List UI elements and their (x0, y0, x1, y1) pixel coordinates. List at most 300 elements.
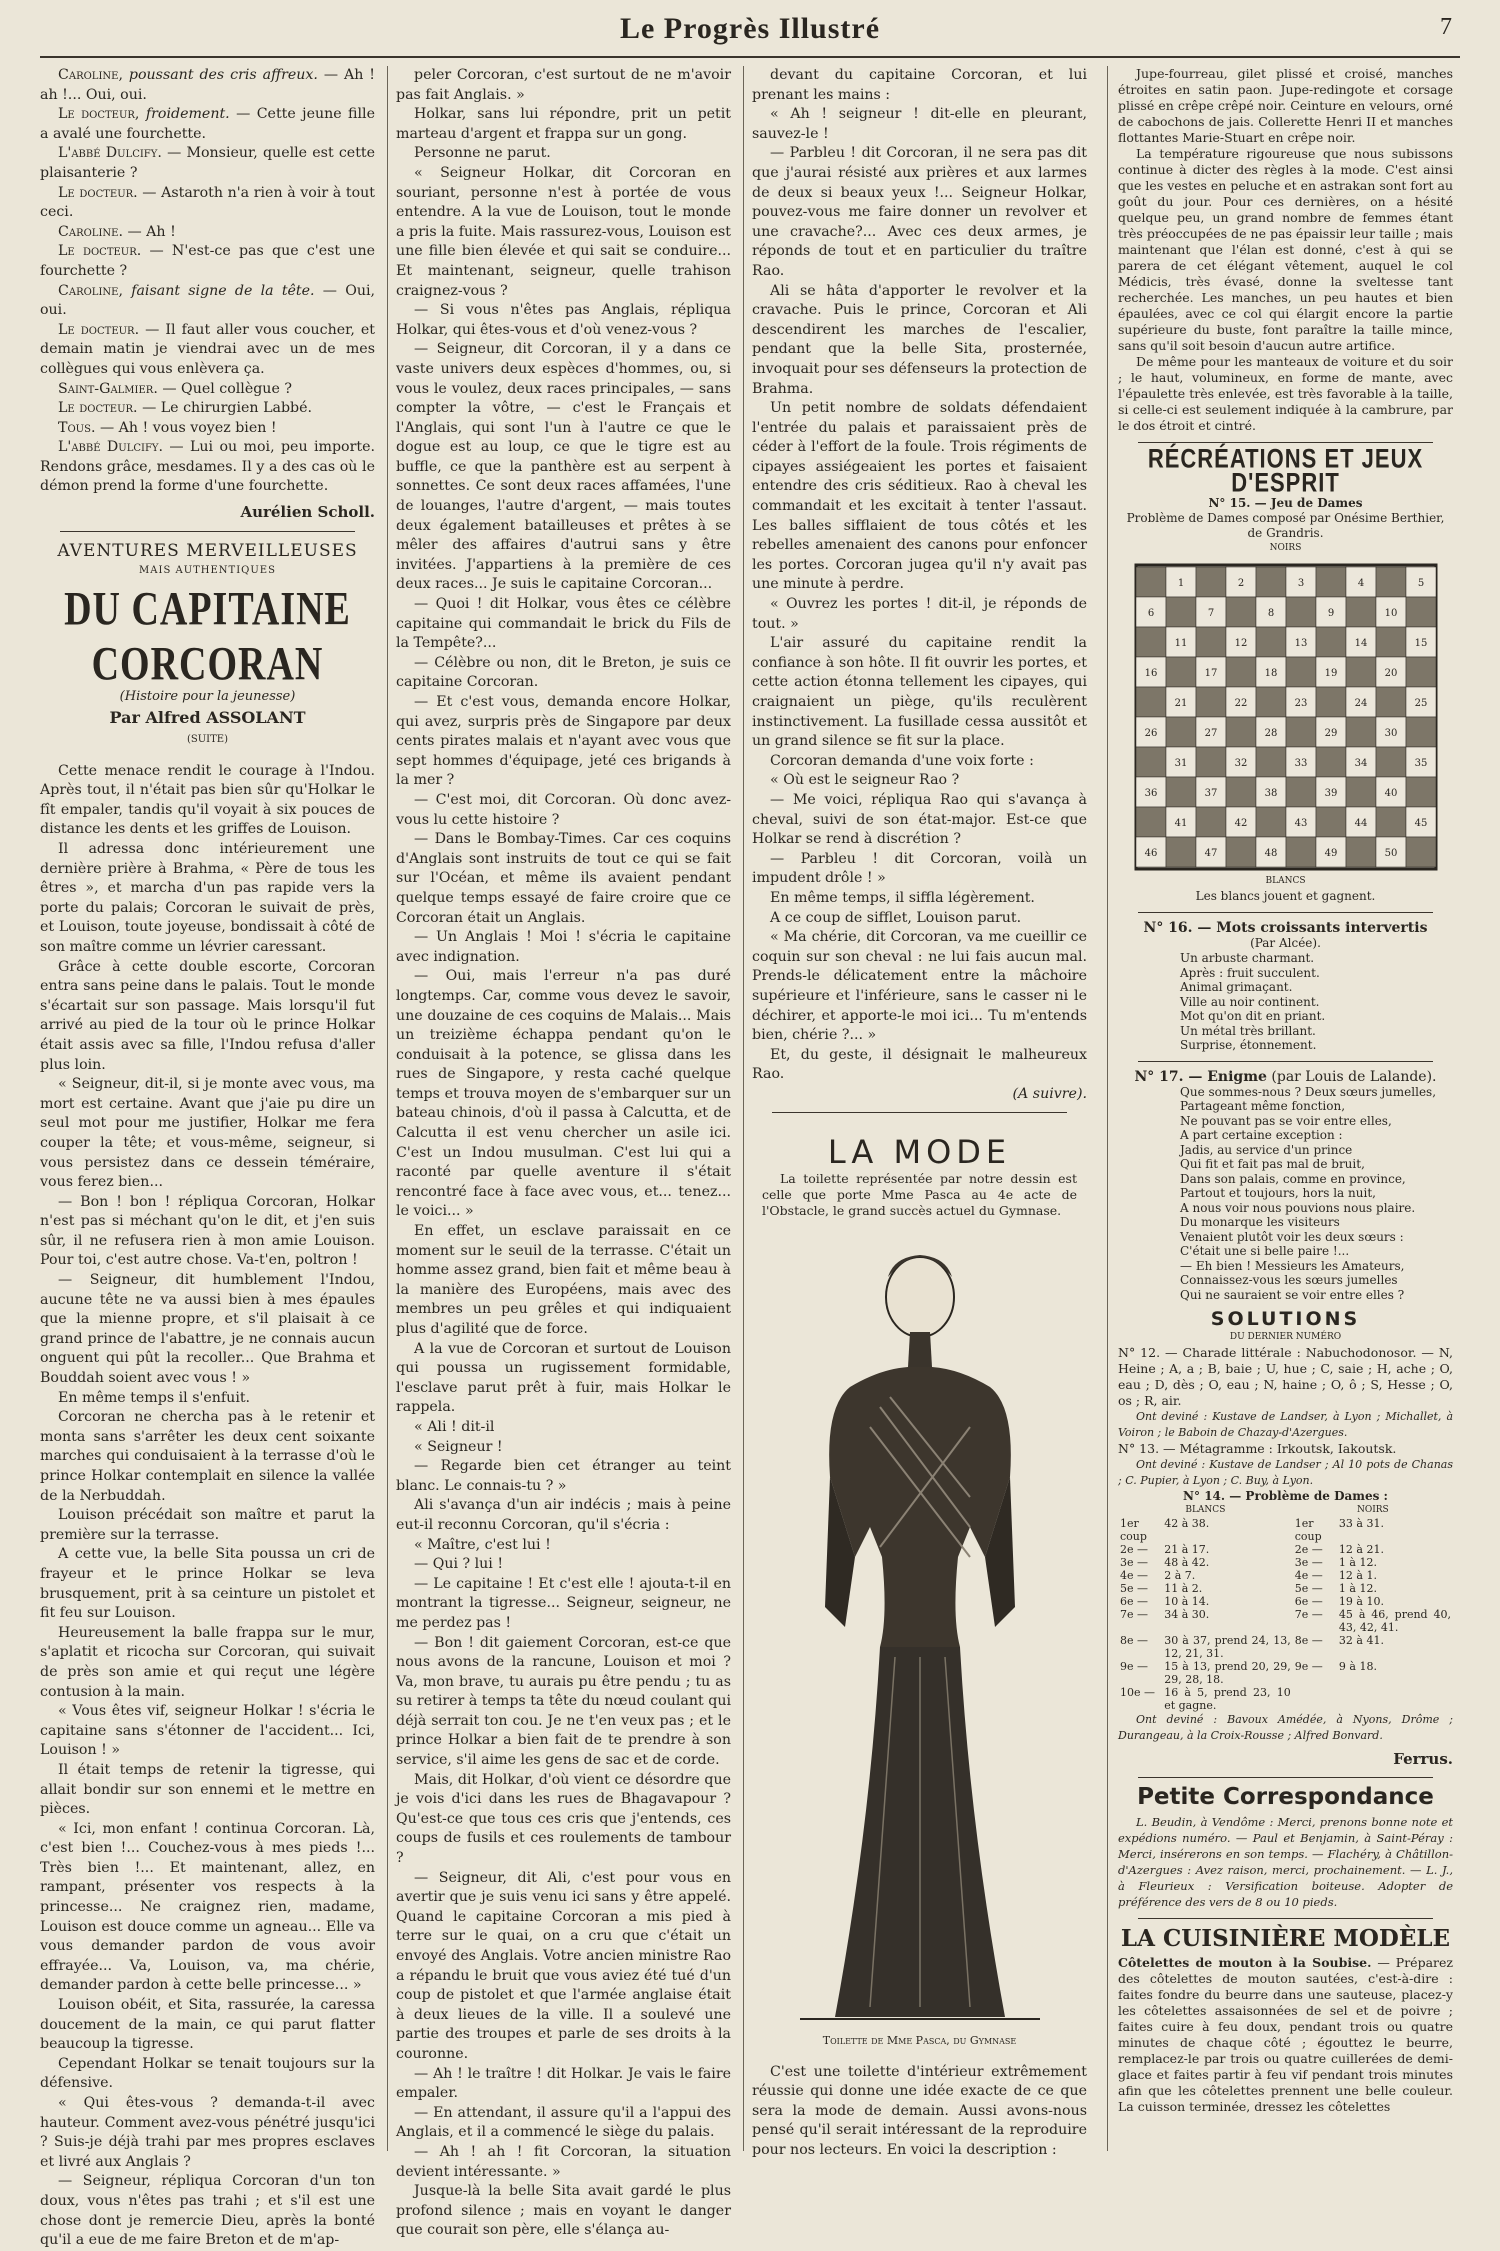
square-number: 47 (1204, 848, 1217, 860)
paragraph: L'air assuré du capitaine rendit la confiance à son hôte. Il fit ouvrir les portes, et cette action étonna tellement les cipayes, qui craignaient un piège, qu'ils reculèrent instinctivement. La fusillade cessa aussitôt et un grand silence se fit sur la place. (752, 635, 1087, 750)
dialogue-line (40, 399, 375, 419)
masthead (40, 8, 1460, 58)
square-number: 27 (1204, 728, 1217, 740)
square-number: 50 (1384, 848, 1397, 860)
dialogue-line (40, 184, 375, 223)
board-square (1376, 807, 1406, 837)
fashion-caption: Toilette de Mme Pasca, du Gymnase (822, 2034, 1017, 2048)
serial-note: (Histoire pour la jeunesse) (119, 688, 296, 704)
paragraph: Heureusement la balle frappa sur le mur, s'aplatit et ricocha sur Corcoran, qui suivait de près son amie et qui reçut une légère contusion à la main. (40, 1624, 375, 1700)
fashion-title: LA MODE (827, 1133, 1012, 1172)
dialogue-line (40, 380, 375, 400)
move-cell: 9 à 18. (1338, 1659, 1377, 1673)
square-number: 21 (1174, 698, 1187, 710)
solution-12-guessers: Ont deviné : Kustave de Landser, à Lyon ; Michallet, à Voiron ; le Baboin de Chazay-d'Azergues. (1118, 1409, 1453, 1439)
board-square (1256, 747, 1286, 777)
paragraph: Jupe-fourreau, gilet plissé et croisé, manches étroites en satin paon. Jupe-redingote et corsage plissé en crêpe crêpé noir. Ceinture en velours, orné de cabochons de jais. Collerette Henri II et manches flottantes Marie-Stuart en crêpe noir. (1118, 66, 1453, 145)
verse-line: Partageant même fonction, (1180, 1099, 1346, 1114)
fashion-intro: La toilette représentée par notre dessin est celle que porte Mme Pasca au 4e acte de l'Obstacle, le grand succès actuel du Gymnase. (762, 1171, 1077, 1219)
square-number: 26 (1144, 728, 1157, 740)
speaker: L'abbé Dulcify. (58, 439, 164, 456)
verse-line: Partout et toujours, hors la nuit, (1180, 1186, 1376, 1201)
square-number: 48 (1264, 848, 1277, 860)
verse-line: Ne pouvant pas se voir entre elles, (1180, 1113, 1392, 1128)
square-number: 1 (1177, 578, 1184, 590)
square-number: 44 (1354, 818, 1367, 830)
dialogue-text: — Le chirurgien Labbé. (142, 400, 313, 417)
divider (772, 1112, 1067, 1113)
speaker: Le docteur. (58, 400, 138, 417)
move-cell: 3e — (1294, 1555, 1323, 1569)
move-cell: 15 à 13, prend 20, 29, 29, 28, 18. (1164, 1659, 1291, 1686)
board-square (1256, 687, 1286, 717)
paragraph: Grâce à cette double escorte, Corcoran entra sans peine dans le palais. Tout le monde s'écartait sur son passage. Mais lorsqu'il fut arrivé au pied de la tour où le prince Holkar était assis avec sa fille, l'Indou refusa d'aller plus loin. (40, 958, 375, 1073)
square-number: 13 (1294, 638, 1307, 650)
paragraph: « Ah ! seigneur ! dit-elle en pleurant, sauvez-le ! (752, 106, 1087, 142)
paragraph: — Bon ! bon ! répliqua Corcoran, Holkar n'est pas si méchant qu'on le dit, et j'en suis sûr, il ne refusera rien à mon amie Louison. Pour toi, c'est autre chose. Va-t'en, poltron ! (40, 1193, 375, 1269)
square-number: 31 (1174, 758, 1187, 770)
move-cell: 48 à 42. (1164, 1555, 1210, 1569)
dialogue-text: — Ah ! (127, 223, 176, 240)
square-number: 29 (1324, 728, 1337, 740)
stage-direction: faisant signe de la tête. (131, 282, 315, 299)
move-cell: 5e — (1120, 1581, 1149, 1595)
column-2 (396, 66, 731, 2239)
paragraph: Jusque-là la belle Sita avait gardé le plus profond silence ; mais en voyant le danger que courait son père, elle s'élança au- (396, 2183, 731, 2239)
dialogue-text: — Ah ! ah !... Oui, oui. (40, 67, 376, 103)
paragraph: — Oui, mais l'erreur n'a pas duré longtemps. Car, comme vous devez le savoir, une douzaine de ces coquins de Malais... Mais un treizième échappa pendant qu'on le conduisait à la potence, se glissa dans les rues de Singapore, y resta caché quelque temps et trouva moyen de s'embarquer sur un bateau chinois, d'où il passa à Calcutta, et de Calcutta il est venu chercher un asile ici. C'est un Indou musulman. C'est lui qui a raconté par quelle aventure il s'était rencontré face à face avec vous, et... tenez... le voici... » (396, 968, 731, 1220)
board-square (1196, 747, 1226, 777)
board-square (1346, 717, 1376, 747)
verse-line: Connaissez-vous les sœurs jumelles (1180, 1273, 1398, 1288)
square-number: 12 (1234, 638, 1247, 650)
board-square (1226, 777, 1256, 807)
board-square (1376, 627, 1406, 657)
board-square (1166, 837, 1196, 867)
square-number: 46 (1144, 848, 1157, 860)
problem-15-heading: N° 15. — Jeu de Dames (1208, 496, 1363, 511)
paragraph: Un petit nombre de soldats défendaient l'entrée du palais et paraissaient près de céder à l'effort de la foule. Trois régiments de cipayes assiégeaient les portes et faisaient entendre des cris séditieux. Rao à cheval les commandait et les excitait à tenter l'assaut. Les balles sifflaient de tous côtés et les rebelles amenaient des canons pour enfoncer les portes. Corcoran jugea qu'il n'y avait pas une minute à perdre. (752, 400, 1087, 593)
paragraph: — C'est moi, dit Corcoran. Où donc avez-vous lu cette histoire ? (396, 791, 731, 828)
move-cell: 12 à 1. (1338, 1568, 1377, 1582)
verse-line: Qui fit et fait pas mal de bruit, (1180, 1157, 1365, 1172)
stage-direction: froidement. (145, 106, 230, 123)
divider (1138, 1777, 1433, 1778)
dialogue-line (40, 105, 375, 144)
move-cell: 9e — (1120, 1659, 1149, 1673)
square-number: 33 (1294, 758, 1307, 770)
to-be-continued: (A suivre). (1012, 1085, 1087, 1102)
paragraph: — Parbleu ! dit Corcoran, voilà un impudent drôle ! » (752, 850, 1087, 887)
board-square (1256, 807, 1286, 837)
paragraph: — Ah ! le traître ! dit Holkar. Je vais le faire empaler. (396, 2065, 731, 2102)
square-number: 5 (1417, 578, 1424, 590)
square-number: 42 (1234, 818, 1247, 830)
board-square (1136, 627, 1166, 657)
move-cell: 11 à 2. (1164, 1581, 1203, 1595)
square-number: 25 (1414, 698, 1427, 710)
dialogue-text: — Astaroth n'a rien à voir à tout ceci. (40, 184, 375, 221)
paragraph: De même pour les manteaux de voiture et du soir ; le haut, volumineux, en forme de mante, avec l'épaulette très enlevée, est très favorable à la taille, si celle-ci est seulement indiquée à la cambrure, par le dos étroit et cintré. (1118, 354, 1453, 433)
paragraph: A la vue de Corcoran et surtout de Louison qui poussa un rugissement formidable, l'esclave parut prêt à fuir, mais Holkar le rappela. (396, 1340, 731, 1416)
serial-kicker: AVENTURES MERVEILLEUSES (57, 540, 358, 561)
problem-17-heading (1118, 1070, 1453, 1085)
board-square (1376, 567, 1406, 597)
square-number: 35 (1414, 758, 1427, 770)
paragraph: peler Corcoran, c'est surtout de ne m'avoir pas fait Anglais. » (396, 67, 731, 103)
square-number: 22 (1234, 698, 1247, 710)
verse-line: Venaient plutôt voir les deux sœurs : (1180, 1229, 1404, 1244)
board-square (1286, 777, 1316, 807)
move-cell: 8e — (1120, 1633, 1149, 1647)
solution-13-guessers: Ont deviné : Kustave de Landser ; Al 10 pots de Chanas ; C. Pupier, à Lyon ; C. Buy, à Lyon. (1118, 1457, 1453, 1487)
solution-12: N° 12. — Charade littérale : Nabuchodonosor. — N, Heine ; A, a ; B, baie ; U, hue ; C, saie ; H, ache ; O, eau ; D, dès ; O, eau ; N, haine ; O, ô ; S, Hesse ; O, os ; R, air. (1118, 1344, 1453, 1408)
move-cell: 45 à 46, prend 40, 43, 42, 41. (1338, 1607, 1451, 1634)
move-cell: 6e — (1294, 1594, 1323, 1608)
board-square (1406, 777, 1436, 807)
board-square (1346, 837, 1376, 867)
square-number: 17 (1204, 668, 1217, 680)
dialogue-text: — Il faut aller vous coucher, et demain matin je viendrai avec un de mes collègues qui vous enlèvera ça. (40, 321, 375, 377)
paragraph: « Seigneur ! (414, 1438, 503, 1455)
board-square (1286, 597, 1316, 627)
problem-16-lines (1118, 951, 1453, 1053)
move-cell: 42 à 38. (1164, 1516, 1210, 1530)
move-cell: 1er coup (1120, 1516, 1147, 1543)
verse-line: Qui ne sauraient se voir entre elles ? (1180, 1287, 1405, 1302)
dialogue-text: — Monsieur, quelle est cette plaisanterie ? (40, 145, 376, 181)
paragraph: — Célèbre ou non, dit le Breton, je suis ce capitaine Corcoran. (396, 654, 731, 691)
dialogue-line (40, 282, 375, 321)
board-square (1226, 837, 1256, 867)
board-square (1286, 717, 1316, 747)
board-square (1406, 657, 1436, 687)
problem-17-author: (par Louis de Lalande). (1271, 1068, 1437, 1085)
paragraph: « Ali ! dit-il (414, 1418, 495, 1435)
problem-17-title: N° 17. — Enigme (1134, 1068, 1267, 1085)
move-row (1118, 1543, 1453, 1556)
paragraph: — Et c'est vous, demanda encore Holkar, qui avez, surpris près de Singapore par deux cents pirates malais et n'ayant avec vous que sept hommes d'équipage, jeté ces brigands à la mer ? (396, 694, 731, 789)
paragraph: — Me voici, répliqua Rao qui s'avança à cheval, suivi de son état-major. Est-ce que Holkar se rend à discrétion ? (752, 791, 1087, 848)
square-number: 36 (1144, 788, 1157, 800)
serial-suite: (SUITE) (186, 734, 228, 746)
speaker: Caroline. (58, 223, 123, 240)
square-number: 24 (1354, 698, 1367, 710)
column-rule (743, 66, 744, 2151)
column-rule (1107, 66, 1108, 2151)
square-number: 45 (1414, 818, 1427, 830)
solution-14-heading: N° 14. — Problème de Dames : (1183, 1488, 1388, 1503)
blancs-column-header: BLANCS (1185, 1504, 1226, 1515)
move-cell: 32 à 41. (1338, 1633, 1384, 1647)
move-cell: 2 à 7. (1164, 1568, 1196, 1582)
column-4 (1118, 66, 1453, 2151)
paragraph: Et, du geste, il désignait le malheureux Rao. (752, 1046, 1087, 1083)
paragraph: « Seigneur Holkar, dit Corcoran en souriant, personne n'est à portée de vous entendre. A la vue de Louison, tout le monde a pris la fuite. Mais rassurez-vous, Louison est une fille bien élevée et qui sait se conduire... Et maintenant, seigneur, quelle trahison craignez-vous ? (396, 164, 731, 299)
board-square (1196, 567, 1226, 597)
board-square (1316, 567, 1346, 597)
move-row (1118, 1517, 1453, 1543)
divider (1138, 1061, 1433, 1062)
paragraph: En même temps il s'enfuit. (58, 1389, 251, 1406)
square-number: 37 (1204, 788, 1217, 800)
dialogue-line (40, 438, 375, 497)
dialogue-text: — N'est-ce pas que c'est une fourchette ? (40, 243, 375, 279)
move-cell: 2e — (1294, 1542, 1323, 1556)
serial-text-continued (752, 66, 1087, 1085)
move-cell: 2e — (1120, 1542, 1149, 1556)
serial-text-continued (396, 66, 731, 2241)
dialogue-line (40, 419, 375, 439)
move-cell: 1er coup (1294, 1516, 1322, 1543)
paragraph: C'est une toilette d'intérieur extrêmement réussie qui donne une idée exacte de ce que sera la mode de demain. Aussi avons-nous pensé qu'il serait intéressant de la reproduire pour nos lecteurs. En voici la description : (752, 2063, 1087, 2159)
move-cell: 9e — (1294, 1659, 1323, 1673)
square-number: 20 (1384, 668, 1397, 680)
board-square (1376, 747, 1406, 777)
move-cell: 6e — (1120, 1594, 1149, 1608)
play-dialogue (40, 66, 375, 497)
problem-17-lines (1118, 1085, 1453, 1303)
verse-line: A nous voir nous pouvions nous plaire. (1180, 1200, 1416, 1215)
verse-line: — Eh bien ! Messieurs les Amateurs, (1180, 1258, 1405, 1273)
divider (60, 531, 355, 532)
move-cell: 30 à 37, prend 24, 13, 12, 21, 31. (1164, 1633, 1291, 1660)
board-noirs-label: NOIRS (1269, 543, 1302, 554)
square-number: 14 (1354, 638, 1367, 650)
page-number: 7 (1440, 14, 1452, 40)
solution-14-moves-table (1118, 1504, 1453, 1712)
move-cell: 10 à 14. (1164, 1594, 1210, 1608)
square-number: 43 (1294, 818, 1307, 830)
divider (1138, 912, 1433, 913)
paragraph: En effet, un esclave paraissait en ce moment sur le seuil de la terrasse. C'était un homme assez grand, bien fait et même beau à la manière des Européens, mais avec des membres un peu grêles et qui indiquaient plus d'agilité que de force. (396, 1223, 731, 1337)
paragraph: Il était temps de retenir la tigresse, qui allait bondir sur son ennemi et le mettre en pièces. (40, 1761, 375, 1818)
dialogue-text: — Lui ou moi, peu importe. Rendons grâce, mesdames. Il y a des cas où le démon prend la forme d'une fourchette. (40, 439, 375, 495)
problem-16-author: (Par Alcée). (1250, 936, 1321, 951)
problem-15-result: Les blancs jouent et gagnent. (1195, 889, 1376, 904)
verse-line: Ville au noir continent. (1180, 994, 1320, 1009)
move-cell: 4e — (1294, 1568, 1323, 1582)
square-number: 39 (1324, 788, 1337, 800)
paragraph: — Un Anglais ! Moi ! s'écria le capitaine avec indignation. (396, 929, 731, 965)
dialogue-text: — Cette jeune fille a avalé une fourchette. (40, 106, 375, 142)
square-number: 18 (1264, 668, 1277, 680)
solution-13: N° 13. — Métagramme : Irkoutsk, Iakoutsk. (1118, 1440, 1397, 1456)
problem-16-heading: N° 16. — Mots croissants intervertis (1143, 920, 1428, 937)
square-number: 19 (1324, 668, 1337, 680)
board-square (1166, 657, 1196, 687)
board-square (1226, 657, 1256, 687)
paragraph: — Dans le Bombay-Times. Car ces coquins d'Anglais sont instruits de tout ce qui se fait sur l'Océan, et même ils avaient pendant quelque temps essayé de faire croire que ce Corcoran était un Anglais. (396, 831, 731, 926)
board-square (1166, 777, 1196, 807)
paragraph: « Où est le seigneur Rao ? (770, 772, 960, 789)
paragraph: Louison obéit, et Sita, rassurée, la caressa doucement de la main, ce qui parut flatter beaucoup la tigresse. (40, 1997, 375, 2053)
move-cell: 5e — (1294, 1581, 1323, 1595)
dialogue-line (40, 223, 375, 243)
board-square (1406, 717, 1436, 747)
speaker: Le docteur. (58, 243, 142, 260)
paragraph: — Parbleu ! dit Corcoran, il ne sera pas dit que j'aurai résisté aux prières et aux larmes de deux si beaux yeux !... Seigneur Holkar, pouvez-vous me faire donner un revolver et une cravache?... Avec ces deux armes, je réponds de tout et en particulier du traître Rao. (752, 145, 1087, 279)
verse-line: Un arbuste charmant. (1180, 951, 1315, 966)
paragraph: « Qui êtes-vous ? demanda-t-il avec hauteur. Comment avez-vous pénétré jusqu'ici ? Suis-je déjà trahi par mes propres esclaves et livré aux Anglais ? (40, 2095, 375, 2170)
recipe-heading: Côtelettes de mouton à la Soubise. (1118, 1954, 1372, 1970)
paragraph: « Ma chérie, dit Corcoran, va me cueillir ce coquin sur son cheval : ne lui fais aucun mal. Prends-le délicatement entre la mâchoire supérieure et l'inférieure, sans le casser ni le déchirer, et apporte-le moi ici... Tu m'entends bien, chérie ?... » (752, 929, 1087, 1044)
speaker: Le docteur, (58, 106, 140, 123)
move-cell: 16 à 5, prend 23, 10 et gagne. (1164, 1685, 1291, 1712)
verse-line: Jadis, au service d'un prince (1180, 1142, 1353, 1157)
move-row (1118, 1595, 1453, 1608)
speaker: Caroline, (58, 67, 123, 83)
verse-line: Après : fruit succulent. (1180, 965, 1320, 980)
correspondance-text: L. Beudin, à Vendôme : Merci, prenons bonne note et expédions numéro. — Paul et Benjamin, à Saint-Péray : Merci, insérerons en son temps. — Flachéry, à Châtillon-d'Azergues : Avez raison, merci, prochainement. — L. J., à Fleurieux : Versification boiteuse. Adopter de préférence des vers de 8 ou 10 pieds. (1118, 1814, 1453, 1909)
board-square (1136, 807, 1166, 837)
square-number: 38 (1264, 788, 1277, 800)
speaker: Le docteur. (58, 321, 140, 338)
move-cell: 10e — (1120, 1685, 1156, 1699)
board-square (1166, 597, 1196, 627)
paragraph: — Ah ! ah ! fit Corcoran, la situation devient intéressante. » (396, 2143, 731, 2180)
column-3 (752, 66, 1087, 2159)
speaker: Tous. (58, 419, 96, 436)
cuisine-title: LA CUISINIÈRE MODÈLE (1120, 1924, 1451, 1952)
square-number: 11 (1174, 638, 1187, 650)
verse-line: Du monarque les visiteurs (1180, 1215, 1340, 1230)
square-number: 8 (1267, 608, 1274, 620)
serial-title: DU CAPITAINE CORCORAN (64, 583, 351, 691)
square-number: 2 (1237, 578, 1244, 590)
square-number: 7 (1207, 608, 1214, 620)
serial-subtitle: MAIS AUTHENTIQUES (139, 565, 276, 577)
square-number: 10 (1384, 608, 1397, 620)
move-row (1118, 1634, 1453, 1660)
board-square (1346, 597, 1376, 627)
newspaper-title: Le Progrès Illustré (619, 12, 881, 45)
move-cell: 3e — (1120, 1555, 1149, 1569)
move-cell (1293, 1686, 1337, 1712)
speaker: Caroline, (58, 282, 123, 299)
recipe-text: — Préparez des côtelettes de mouton sautées, c'est-à-dire : faites fondre du beurre dans une sauteuse, placez-y les côtelettes assaisonnées de sel et de poivre ; faites cuire à feu doux, pendant trois ou quatre minutes de chaque côté ; égouttez le beurre, remplacez-le par trois ou quatre cuillerées de demi-glace et faites partir à feu vif pendant trois minutes afin que les côtelettes prennent une belle couleur. La cuisson terminée, dressez les côtelettes (1118, 1954, 1453, 2114)
paragraph: — Qui ? lui ! (414, 1556, 504, 1573)
dialogue-text: — Quel collègue ? (162, 380, 292, 397)
square-number: 23 (1294, 698, 1307, 710)
paragraph: Holkar, sans lui répondre, prit un petit marteau d'argent et frappa sur un gong. (396, 106, 731, 142)
moves-body (1118, 1517, 1453, 1712)
signature-scholl: Aurélien Scholl. (240, 503, 375, 522)
paragraph: — Regarde bien cet étranger au teint blanc. Le connais-tu ? » (396, 1458, 731, 1494)
paragraph: — Seigneur, dit Corcoran, il y a dans ce vaste univers deux espèces d'hommes, ou, si vous le voulez, deux races principales, — sans compter la vôtre, — c'est le Français et l'Anglais, qui sont l'un à l'autre ce que le dogue est au loup, ce que le tigre est au buffle, ce que la panthère est au serpent à sonnettes. Ce sont deux races affamées, l'une de louanges, l'autre d'argent, — mais toutes deux également batailleuses et prêtes à se mêler des affaires d'autrui sans y être invitées. J'appartiens à la première de ces deux races... Je suis le capitaine Corcoran... (396, 341, 731, 593)
correspondance-title: Petite Correspondance (1137, 1784, 1434, 1811)
speaker: Saint-Galmier. (58, 380, 158, 397)
dialogue-line (40, 144, 375, 183)
paragraph: — Seigneur, dit humblement l'Indou, aucune tête ne va aussi bien à mes épaules que la mienne propre, et s'il plaisait à ce grand prince de l'abattre, je ne connais aucun onguent qui pût la recoller... Que Brahma et Bouddah soient avec vous ! » (40, 1272, 375, 1387)
column-rule (387, 66, 388, 2151)
board-square (1346, 657, 1376, 687)
square-number: 49 (1324, 848, 1337, 860)
move-cell (1337, 1686, 1453, 1712)
paragraph: En même temps, il siffla légèrement. (770, 889, 1035, 906)
square-number: 6 (1147, 608, 1154, 620)
board-square (1406, 837, 1436, 867)
paragraph: « Maître, c'est lui ! (414, 1536, 551, 1553)
paragraph: Ali s'avança d'un air indécis ; mais à peine eut-il reconnu Corcoran, qu'il s'écria : (396, 1497, 731, 1533)
verse-line: Animal grimaçant. (1180, 980, 1293, 995)
board-square (1226, 717, 1256, 747)
column-1 (40, 66, 376, 2249)
square-number: 41 (1174, 818, 1187, 830)
paragraph: — Quoi ! dit Holkar, vous êtes ce célèbre capitaine qui commandait le brick du Fils de la Tempête?... (396, 596, 731, 652)
paragraph: Personne ne parut. (414, 145, 551, 162)
board-square (1316, 747, 1346, 777)
board-square (1196, 807, 1226, 837)
checkers-board (1136, 562, 1436, 872)
board-square (1196, 687, 1226, 717)
move-cell: 1 à 12. (1338, 1555, 1377, 1569)
paragraph: « Ici, mon enfant ! continua Corcoran. Là, c'est bien !... Couchez-vous à mes pieds !... Très bien !... Et maintenant, allez, en rampant, présenter vos respects à la princesse... Ne craignez rien, madame, Louison est douce comme un agneau... Elle va vous demander pardon de vous avoir effrayée... Va, Louison, va, ma chérie, demander pardon à cette belle princesse... » (40, 1820, 375, 1994)
dialogue-text: — Oui, oui. (40, 282, 376, 319)
square-number: 28 (1264, 728, 1277, 740)
move-cell: 4e — (1120, 1568, 1149, 1582)
board-square (1256, 567, 1286, 597)
signature-ferrus: Ferrus. (1393, 1749, 1453, 1768)
speaker: Le docteur. (58, 184, 138, 201)
noirs-column-header: NOIRS (1356, 1504, 1389, 1515)
solution-14-guessers: Ont deviné : Bavoux Amédée, à Nyons, Drôme ; Durangeau, à la Croix-Rousse ; Alfred Bonvard. (1118, 1712, 1453, 1742)
square-number: 4 (1357, 578, 1364, 590)
move-row (1118, 1608, 1453, 1634)
paragraph: Il adressa donc intérieurement une dernière prière à Brahma, « Père de tous les êtres », et marcha d'un pas rapide vers la porte du palais; Corcoran le suivait de près, et Louison, toute joyeuse, bondissait à côté de son maître comme un lévrier caressant. (40, 841, 375, 955)
move-cell: 1 à 12. (1338, 1581, 1377, 1595)
square-number: 16 (1144, 668, 1157, 680)
board-square (1256, 627, 1286, 657)
square-number: 9 (1327, 608, 1334, 620)
problem-15-subtitle: Problème de Dames composé par Onésime Berthier, de Grandris. (1126, 511, 1445, 541)
board-square (1136, 747, 1166, 777)
fashion-illustration (770, 1227, 1070, 2027)
stage-direction: poussant des cris affreux. (128, 67, 318, 83)
paragraph: Ali se hâta d'apporter le revolver et la cravache. Puis le prince, Corcoran et Ali descendirent les marches de l'escalier, pendant que la belle Sita, prosternée, invoquait pour ses défenseurs la protection de Brahma. (752, 282, 1087, 397)
verse-line: Mot qu'on dit en priant. (1180, 1009, 1326, 1024)
move-row (1118, 1660, 1453, 1686)
paragraph: « Seigneur, dit-il, si je monte avec vous, ma mort est certaine. Avant que j'aie pu dire un seul mot pour me justifier, Holkar me fera couper la tête; et vous-même, seigneur, si vous persistez dans ce dessein téméraire, vous ferez bien... (40, 1076, 375, 1191)
square-number: 32 (1234, 758, 1247, 770)
board-square (1316, 687, 1346, 717)
speaker: L'abbé Dulcify. (58, 145, 162, 162)
dialogue-line (40, 66, 375, 105)
verse-line: Que sommes-nous ? Deux sœurs jumelles, (1180, 1084, 1437, 1099)
board-blancs-label: BLANCS (1265, 876, 1306, 887)
board-square (1136, 567, 1166, 597)
serial-text (40, 762, 375, 2251)
move-cell: 12 à 21. (1338, 1542, 1384, 1556)
move-row (1118, 1556, 1453, 1569)
cuisine-recipe (1118, 1955, 1453, 2115)
paragraph: « Ouvrez les portes ! dit-il, je réponds de tout. » (752, 596, 1087, 632)
move-cell: 33 à 31. (1338, 1516, 1384, 1530)
dialogue-line (40, 242, 375, 281)
board-square (1196, 627, 1226, 657)
paragraph: — Seigneur, dit Ali, c'est pour vous en avertir que je suis venu ici sans y être appelé. Quand le capitaine Corcoran a mis pied à terre sur le quai, on a cru que c'était un envoyé des Anglais. Votre ancien ministre Rao a répandu le bruit que vous aviez été tué d'un coup de pistolet et que l'armée anglaise était à deux lieues de la ville. Il a soulevé une partie des troupes et parle de ses droits à la couronne. (396, 1869, 731, 2062)
square-number: 15 (1414, 638, 1427, 650)
verse-line: Surprise, étonnement. (1180, 1038, 1317, 1053)
square-number: 34 (1354, 758, 1367, 770)
dialogue-text: — Ah ! vous voyez bien ! (99, 419, 277, 436)
verse-line: C'était une si belle paire !... (1180, 1244, 1350, 1259)
square-number: 3 (1297, 578, 1304, 590)
move-cell: 7e — (1294, 1607, 1323, 1621)
move-cell: 19 à 10. (1338, 1594, 1384, 1608)
dialogue-line (40, 321, 375, 380)
move-cell: 21 à 17. (1164, 1542, 1210, 1556)
